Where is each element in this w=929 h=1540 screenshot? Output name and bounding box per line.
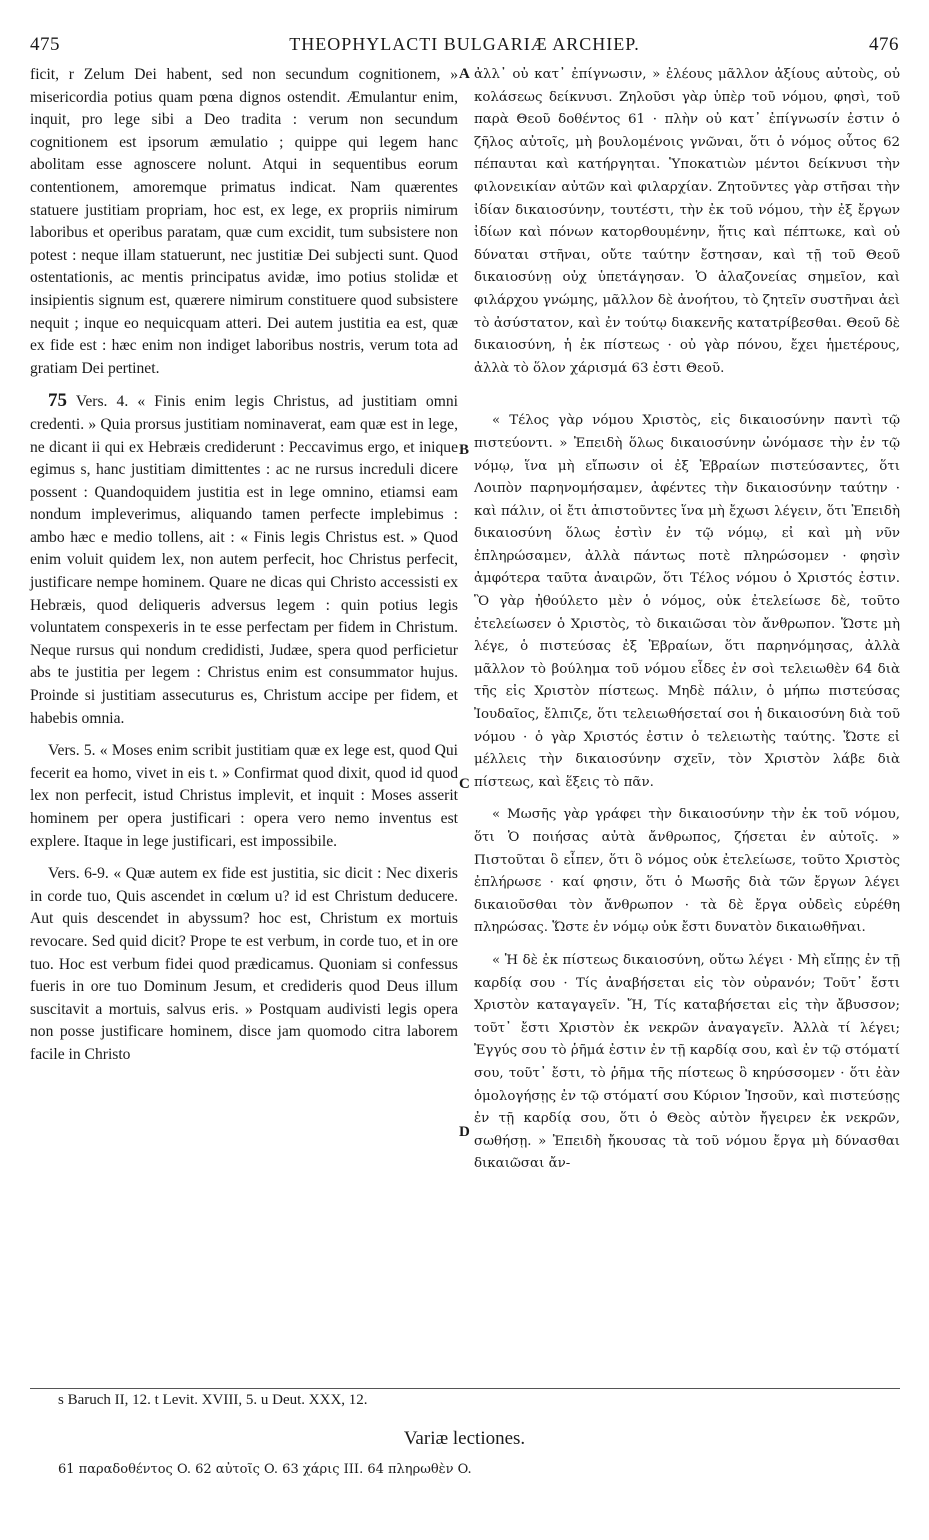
latin-paragraph-text: Vers. 4. « Finis enim legis Christus, ad justitiam omni credenti. » Quia prorsus justitiam nominaverat, eam quæ est in lege, ne dicant ii qui ex Hebræis crediderunt : Peccavimus ergo, et inique egimus s, hanc justitiam dimittentes : ac ne rursus increduli dicere possent : Quandoquidem justitia est in lege omnino, etiamsi eam nondum impleverimus, aliquando tamen perfecte implebimus : ambo hæc e medio tollens, ait : « Finis legis Christus est. » Quod enim voluit quidem lex, non autem perfecit, hoc Christus perfecit, justificare nempe hominem. Quare ne dicas qui Christo accessisti ex Hebræis, quod deliqueris adversus legem : quin potius legis voluntatem conspexeris in te esse perfectam per fidem in Christum. Neque rursus qui nondum credidisti, Judæe, spera quod perficietur abs te justitia per legem : Christus enim est consummator hujus. Proinde si justitiam assecuturus es, Christum accipe per fidem, et habebis omnia. xyxy=(30,393,458,727)
margin-letter-a: A xyxy=(459,66,470,82)
latin-paragraph xyxy=(30,390,458,730)
variae-lectiones: 61 παραδοθέντος O. 62 αὐτοῖς O. 63 χάρις III. 64 πληρωθὲν O. xyxy=(58,1462,472,1477)
latin-column xyxy=(30,64,458,1067)
margin-letter-c: C xyxy=(459,776,470,792)
page-header xyxy=(30,34,899,58)
page-number-left: 475 xyxy=(30,34,60,55)
greek-paragraph: « Τέλος γὰρ νόμου Χριστὸς, εἰς δικαιοσύνην παντὶ τῷ πιστεύοντι. » Ἐπειδὴ ὅλως δικαιοσύνην ὠνόμασε τὴν ἐν τῷ νόμῳ, ἵνα μὴ εἴπωσιν οἱ ἐξ Ἑβραίων πιστεύσαντες, ὅτι Λοιπὸν παρηνομήσαμεν, ἀφέντες τὴν δικαιοσύνην ταύτην · καὶ πάλιν, οἱ ἔτι ἀπιστοῦντες ἵνα μὴ ἔχωσι λέγειν, ὅτι Ἐπειδὴ δικαιοσύνη ὅλως ἐστὶν ἐν τῷ νόμῳ, εἰ καὶ μὴ νῦν ἐπληρώσαμεν, ἀλλὰ πάντως ποτὲ πληρώσομεν · φησὶν ἀμφότερα ταῦτα ἀναιρῶν, ὅτι Τέλος νόμου ὁ Χριστός ἐστιν. Ὃ γὰρ ἠθούλετο μὲν ὁ νόμος, οὐκ ἐτελείωσε δὲ, τοῦτο ἐτελείωσεν ὁ Χριστὸς, τὸ δικαιῶσαι τὸν ἄνθρωπον. Ὥστε μὴ λέγε, ὁ πιστεύσας ἐξ Ἑβραίων, ὅτι παρηνόμησας, ἀλλὰ μᾶλλον τὸ βούλημα τοῦ νόμου εἶδες ἐν σοὶ τελειωθὲν 64 διὰ τῆς εἰς Χριστὸν πίστεως. Μηδὲ πάλιν, ὁ μήπω πιστεύσας Ἰουδαῖος, ἔλπιζε, ὅτι τελειωθήσεταί σοι ἡ δικαιοσύνη διὰ τοῦ νόμου · ὁ γὰρ Χριστός ἐστιν ὁ τελειωτὴς ταύτης. Ὥστε εἰ μέλλεις τὴν δικαιοσύνην σχεῖν, τὸν Χριστὸν λάβε διὰ πίστεως, καὶ ἕξεις τὸ πᾶν. xyxy=(474,413,900,790)
footnotes: s Baruch II, 12. t Levit. XVIII, 5. u Deut. XXX, 12. xyxy=(58,1392,368,1408)
running-title: THEOPHYLACTI BULGARIÆ ARCHIEP. xyxy=(289,34,640,54)
greek-paragraph: « Ἡ δὲ ἐκ πίστεως δικαιοσύνη, οὕτω λέγει · Μὴ εἴπῃς ἐν τῇ καρδίᾳ σου · Τίς ἀναβήσεται εἰς τὸν οὐρανόν; Τοῦτ᾽ ἔστι Χριστὸν καταγαγεῖν. Ἤ, Τίς καταβήσεται εἰς τὴν ἄβυσσον; τοῦτ᾽ ἔστι Χριστὸν ἐκ νεκρῶν ἀναγαγεῖν. Ἀλλὰ τί λέγει; Ἐγγύς σου τὸ ῥῆμά ἐστιν ἐν τῇ καρδίᾳ σου, καὶ ἐν τῷ στόματί σου, τοῦτ᾽ ἔστι, τὸ ῥῆμα τῆς πίστεως ὃ κηρύσσομεν · ὅτι ἐὰν ὁμολογήσῃς ἐν τῷ στόματί σου Κύριον Ἰησοῦν, καὶ πιστεύσῃς ἐν τῇ καρδίᾳ σου, ὅτι ὁ Θεὸς αὐτὸν ἤγειρεν ἐκ νεκρῶν, σωθήσῃ. » Ἐπειδὴ ἤκουσας τὰ τοῦ νόμου ἔργα μὴ δύνασθαι δικαιῶσαι ἄν- xyxy=(474,952,900,1172)
footnote-divider xyxy=(30,1388,900,1389)
greek-column xyxy=(474,64,900,1176)
latin-paragraph: Vers. 6-9. « Quæ autem ex fide est justitia, sic dicit : Nec dixeris in corde tuo, Quis ascendet in cœlum u? id est Christum deducere. Aut quis descendet in abyssum? hoc est, Christum ex mortuis revocare. Sed quid dicit? Prope te est verbum, in corde tuo, et in ore tuo. Hoc est verbum fidei quod prædicamus. Quoniam si confessus fueris in ore tuo Dominum Jesum, et credideris quod Deus illum suscitavit a mortuis, salvus eris. » Postquam audivisti legis opera non posse justificare hominem, disce jam quomodo citra laborem facile in Christo xyxy=(30,865,458,1063)
page-number-right: 476 xyxy=(868,34,899,55)
greek-paragraph: ἀλλ᾽ οὐ κατ᾽ ἐπίγνωσιν, » ἐλέους μᾶλλον ἀξίους αὐτοὺς, οὐ κολάσεως δείκνυσι. Ζηλοῦσι γὰρ ὑπὲρ τοῦ νόμου, φησὶ, τοῦ παρὰ Θεοῦ δοθέντος 61 · πλὴν οὐ κατ᾽ ἐπίγνωσίν ἐστιν ὁ ζῆλος αὐτοῖς, μὴ βουλομένοις γνῶναι, ὅτι ὁ νόμος οὗτος 62 πέπαυται καὶ κατήργηται. Ὑποκατιὼν μέντοι δείκνυσι τὴν φιλονεικίαν αὐτῶν καὶ φιλαρχίαν. Ζητοῦντες γὰρ στῆσαι τὴν ἰδίαν δικαιοσύνην, τουτέστι, τὴν ἐκ τοῦ νόμου, τὴν ἐξ ἔργων ἰδίων καὶ πόνων κατορθουμένην, ἥτις καὶ πέπτωκε, καὶ οὐ δύναται στῆναι, οὔτε ταύτην ἔστησαν, καὶ τῇ τοῦ Θεοῦ δικαιοσύνῃ οὐχ ὑπετάγησαν. Ὁ ἀλαζονείας σημεῖον, καὶ φιλάρχου γνώμης, μᾶλλον δὲ ἀνοήτου, τὸ ζητεῖν συστῆναι ἀεὶ τὸ ἀσύστατον, καὶ ἐν τούτῳ διακενῆς κατατρίβεσθαι. Θεοῦ δὲ δικαιοσύνη, ἡ ἐκ πίστεως · οὐ γὰρ πόνου, ἔχει ἡμετέρους, ἀλλὰ τὸ ὅλον χάρισμά 63 ἐστι Θεοῦ. xyxy=(474,67,900,376)
column-number: 75 xyxy=(48,390,67,412)
variae-lectiones-heading: Variæ lectiones. xyxy=(403,1428,526,1449)
margin-letter-b: B xyxy=(459,442,470,458)
latin-paragraph: ficit, r Zelum Dei habent, sed non secundum cognitionem, » misericordia potius quam pœna dignos ostendit. Æmulantur enim, inquit, pro lege sibi a Deo tradita : verum non secundum cognitionem est ipsorum æmulatio ; quippe qui legem hanc abolitam esse agnoscere nolunt. Atqui in sequentibus eorum contentionem, amoremque primatus indicat. Nam quærentes statuere justitiam propriam, hoc est, ex lege, ex propriis nimirum laboribus et operibus paratam, quæ cum excidit, tum subsistere non potest : neque illam statuerunt, nec justitiæ Dei subjecti sunt. Quod ostentationis, ac mentis principatus avidæ, imo potius stolidæ et insipientis signum est, quærere nimirum constituere quod subsistere nequit ; inque eo nequicquam atteri. Dei autem justitia ea est, quæ ex fide est : hæc enim non indiget laboribus nostris, verum tota ad gratiam Dei pertinet. xyxy=(30,66,458,377)
greek-paragraph: « Μωσῆς γὰρ γράφει τὴν δικαιοσύνην τὴν ἐκ τοῦ νόμου, ὅτι Ὁ ποιήσας αὐτὰ ἄνθρωπος, ζήσεται ἐν αὐτοῖς. » Πιστοῦται ὃ εἶπεν, ὅτι ὃ νόμος οὐκ ἐτελείωσε, τοῦτο Χριστὸς ἐπλήρωσε · καί φησιν, ὅτι ὁ Μωσῆς διὰ τῶν ἔργων λέγει δικαιοῦσθαι τὸν ἄνθρωπον · τὰ δὲ ἔργα οὐδεὶς εὑρέθη πληρώσας. Ὥστε ἐν νόμῳ οὐκ ἔστι δυνατὸν δικαιωθῆναι. xyxy=(474,807,900,936)
latin-paragraph: Vers. 5. « Moses enim scribit justitiam quæ ex lege est, quod Qui fecerit ea homo, vivet in eis t. » Confirmat quod dixit, quod id quod lex non perfecit, istud Christus implevit, et inquit : Moses asserit hominem per opera justificari : opera vero nemo inventus est explere. Itaque in lege justificari, est impossibile. xyxy=(30,742,458,850)
margin-letter-d: D xyxy=(459,1124,470,1140)
